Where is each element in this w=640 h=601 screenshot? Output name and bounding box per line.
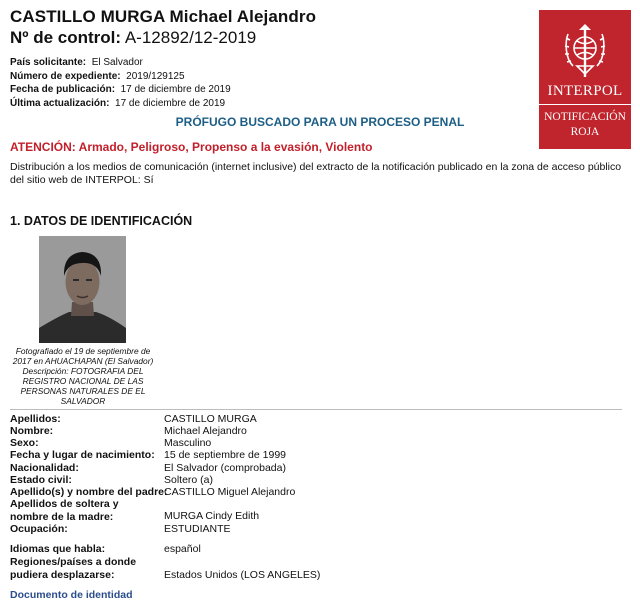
section-title: 1. DATOS DE IDENTIFICACIÓN <box>10 214 193 228</box>
badge-notice-line1: NOTIFICACIÓN <box>544 111 626 123</box>
control-number-value: A-12892/12-2019 <box>124 28 257 47</box>
meta-label: Número de expediente: <box>10 70 121 82</box>
detail-label: Ocupación: <box>10 523 68 535</box>
detail-value: Masculino <box>164 437 212 449</box>
photo-caption: Fotografiado el 19 de septiembre de 2017 en AHUACHAPAN (El Salvador) Descripción: FOTOGRAFIA DEL REGISTRO NACIONAL DE LAS PERSONAS NATURALES DE EL SALVADOR <box>12 346 154 406</box>
wanted-heading: PRÓFUGO BUSCADO PARA UN PROCESO PENAL <box>175 115 465 129</box>
detail-label: Apellidos: <box>10 413 61 425</box>
meta-label: Última actualización: <box>10 97 110 109</box>
badge-org: INTERPOL <box>547 83 623 99</box>
distribution-text: Distribución a los medios de comunicación (internet inclusive) del extracto de la notificación publicado en la zona de acceso público del sitio web de INTERPOL: Sí <box>10 161 622 186</box>
detail-label: Apellido(s) y nombre del padre: <box>10 486 168 498</box>
detail-value: Soltero (a) <box>164 474 214 486</box>
detail-label: Fecha y lugar de nacimiento: <box>10 449 155 461</box>
warning-text: ATENCIÓN: Armado, Peligroso, Propenso a la evasión, Violento <box>10 140 373 154</box>
detail-label: Nombre: <box>10 425 54 437</box>
meta-label: Fecha de publicación: <box>10 84 116 95</box>
detail-label: Idiomas que habla: <box>10 543 106 555</box>
detail-value: CASTILLO MURGA <box>164 413 257 425</box>
interpol-emblem-icon <box>561 22 609 82</box>
meta-label: País solicitante: <box>10 57 87 68</box>
detail-value: ESTUDIANTE <box>164 523 231 535</box>
detail-value: español <box>164 543 201 555</box>
suspect-photo <box>39 236 126 343</box>
meta-row <box>10 97 231 111</box>
section-divider <box>10 409 622 410</box>
meta-value: 17 de diciembre de 2019 <box>115 97 226 109</box>
suspect-photo-image <box>39 236 126 343</box>
meta-row <box>10 83 231 97</box>
detail-value: Estados Unidos (LOS ANGELES) <box>164 569 321 581</box>
meta-value: El Salvador <box>91 57 143 68</box>
meta-value: 2019/129125 <box>126 70 185 82</box>
detail-value: 15 de septiembre de 1999 <box>164 449 287 461</box>
detail-label: Nacionalidad: <box>10 462 79 474</box>
badge-divider <box>539 104 631 105</box>
detail-value: Michael Alejandro <box>164 425 247 437</box>
notice-metadata <box>10 56 231 110</box>
meta-row <box>10 56 231 70</box>
detail-value: MURGA Cindy Edith <box>164 510 260 522</box>
detail-value: El Salvador (comprobada) <box>164 462 286 474</box>
detail-value: CASTILLO Miguel Alejandro <box>164 486 296 498</box>
control-number-label: Nº de control: <box>10 28 122 47</box>
detail-label: Estado civil: <box>10 474 72 486</box>
control-number <box>10 28 256 48</box>
detail-label: Regiones/países a donde pudiera desplazarse: <box>10 556 137 581</box>
detail-label: Apellidos de soltera y nombre de la madre: <box>10 498 119 523</box>
meta-row <box>10 70 231 84</box>
detail-label: Sexo: <box>10 437 39 449</box>
badge-notice-line2: ROJA <box>570 126 600 138</box>
fugitive-name: CASTILLO MURGA Michael Alejandro <box>10 7 317 26</box>
footer-partial-heading: Documento de identidad <box>10 589 133 601</box>
meta-value: 17 de diciembre de 2019 <box>120 84 231 95</box>
